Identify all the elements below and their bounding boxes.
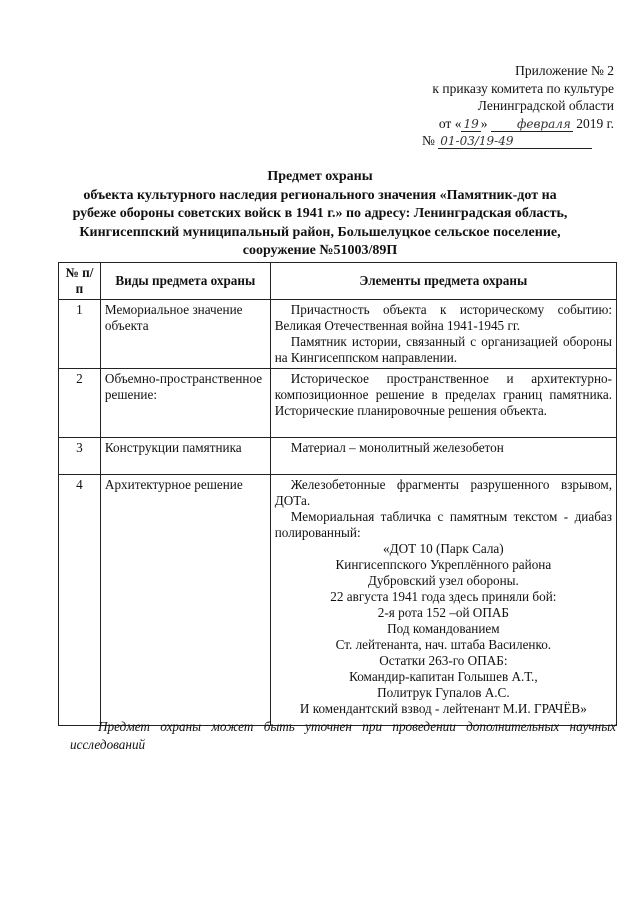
plaque-line: 22 августа 1941 года здесь приняли бой: (330, 589, 557, 604)
plaque-line: 2-я рота 152 –ой ОПАБ (377, 605, 509, 620)
date-year: 2019 г. (576, 115, 614, 131)
appendix-block (392, 62, 614, 150)
table-row (59, 300, 617, 369)
header-elements: Элементы предмета охраны (270, 263, 616, 300)
appendix-line: Приложение № 2 (515, 63, 614, 78)
element-paragraph: Историческое пространственное и архитектурно-композиционное решение в пределах границ памятника. Исторические планировочные решения объекта. (274, 371, 612, 418)
protection-table (58, 262, 617, 726)
document-title (70, 168, 570, 261)
header-kind: Виды предмета охраны (100, 263, 270, 300)
region-name: Ленинградской области (477, 98, 614, 113)
row-elements (270, 475, 616, 726)
plaque-line: Политрук Гупалов А.С. (377, 685, 510, 700)
title-heading: Предмет охраны (267, 169, 373, 184)
element-paragraph: Памятник истории, связанный с организацией обороны на Кингисеппском направлении. (274, 334, 612, 365)
plaque-line: Под командованием (387, 621, 500, 636)
element-paragraph: Мемориальная табличка с памятным текстом - диабаз полированный: (274, 509, 612, 540)
row-number: 4 (59, 475, 101, 726)
date-prefix: от « (438, 115, 462, 131)
plaque-line: Дубровский узел обороны. (367, 573, 519, 588)
plaque-line: И комендантский взвод - лейтенант М.И. ГРАЧЁВ» (299, 701, 587, 716)
row-elements (270, 438, 616, 475)
row-kind: Конструкции памятника (100, 438, 270, 475)
date-mid: » (480, 115, 488, 131)
row-number: 2 (59, 369, 101, 438)
plaque-line: Остатки 263-го ОПАБ: (379, 653, 508, 668)
row-elements (270, 369, 616, 438)
plaque-line: «ДОТ 10 (Парк Сала) (383, 541, 504, 556)
number-prefix: № (422, 133, 435, 148)
row-number: 3 (59, 438, 101, 475)
handwritten-month: февраля (491, 117, 573, 132)
row-kind: Мемориальное значение объекта (100, 300, 270, 369)
handwritten-day: 19 (463, 116, 479, 131)
element-paragraph: Причастность объекта к историческому событию: Великая Отечественная война 1941-1945 гг. (274, 302, 612, 333)
table-header-row (59, 263, 617, 300)
plaque-line: Кингисеппского Укреплённого района (335, 557, 552, 572)
row-number: 1 (59, 300, 101, 369)
element-paragraph: Железобетонные фрагменты разрушенного взрывом, ДОТа. (274, 477, 612, 508)
row-elements (270, 300, 616, 369)
table-row (59, 438, 617, 475)
plaque-line: Командир-капитан Голышев А.Т., (349, 669, 538, 684)
row-kind: Объемно-пространственное решение: (100, 369, 270, 438)
footnote: Предмет охраны может быть уточнен при проведении дополнительных научных исследований (70, 719, 616, 752)
element-paragraph: Материал – монолитный железобетон (290, 440, 504, 455)
title-subtitle: объекта культурного наследия регионального значения «Памятник-дот на рубеже обороны советских войск в 1941 г.» по адресу: Ленинградская область, Кингисеппский муниципальный район, Большелуцкое сельское поселение, сооружение №51003/89П (72, 187, 568, 258)
row-kind: Архитектурное решение (100, 475, 270, 726)
header-number: № п/п (59, 263, 101, 300)
plaque-line: Ст. лейтенанта, нач. штаба Василенко. (335, 637, 552, 652)
order-date (392, 115, 614, 133)
table-row (59, 369, 617, 438)
table-row (59, 475, 617, 726)
order-reference: к приказу комитета по культуре (432, 80, 614, 96)
handwritten-number: 01-03/19-49 (438, 134, 592, 149)
order-number (392, 132, 614, 150)
